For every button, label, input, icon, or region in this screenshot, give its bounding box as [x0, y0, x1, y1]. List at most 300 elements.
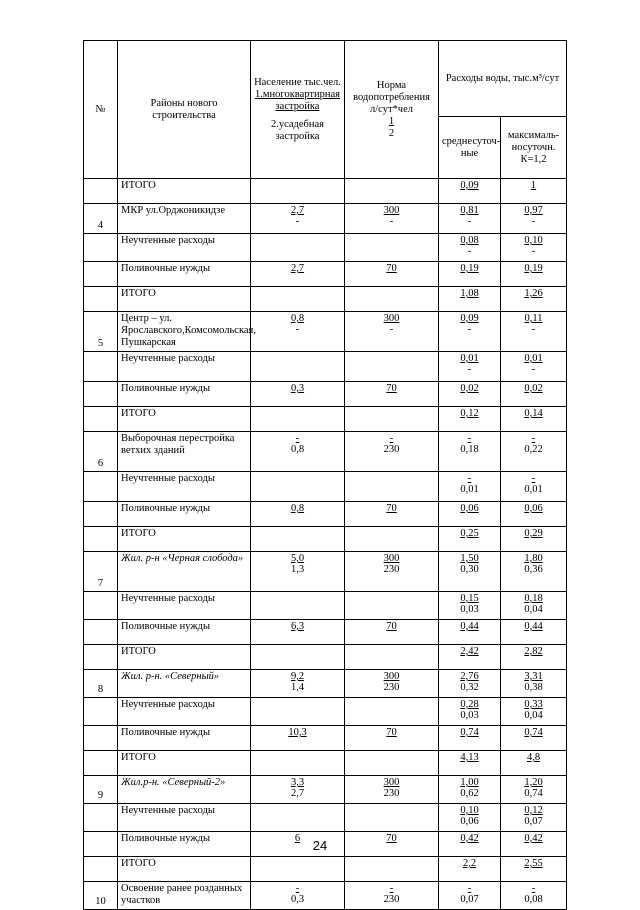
avg-value-top: 0,06: [460, 503, 479, 514]
norm-value-top: 70: [386, 503, 397, 514]
cell-avg: [439, 262, 501, 287]
cell-max: [501, 382, 567, 407]
cell-pop: [251, 432, 345, 472]
table-row: [84, 407, 567, 432]
row-name: ИТОГО: [118, 527, 251, 552]
row-number: [84, 287, 118, 312]
max-value-top: 0,01: [524, 353, 543, 364]
max-value-bottom: 0,07: [524, 816, 543, 827]
table-row: [84, 382, 567, 407]
avg-value-top: 1,08: [460, 288, 479, 299]
cell-max: [501, 262, 567, 287]
row-name: Освоение ранее розданных участков: [118, 882, 251, 910]
cell-max: [501, 312, 567, 352]
pop-value-top: 0,3: [290, 383, 305, 394]
pop-value-top: 10,3: [288, 727, 307, 738]
avg-value-bottom: 0,30: [460, 564, 479, 575]
avg-value-top: -: [467, 433, 472, 444]
row-number: [84, 472, 118, 502]
row-number: 4: [84, 204, 118, 234]
avg-value-top: 0,08: [460, 235, 479, 246]
cell-max: [501, 287, 567, 312]
cell-norm: [345, 382, 439, 407]
max-value-top: 0,06: [524, 503, 543, 514]
cell-avg: [439, 312, 501, 352]
cell-norm: [345, 698, 439, 726]
norm-value-bottom: 230: [383, 564, 400, 575]
avg-value-top: 0,44: [460, 621, 479, 632]
row-number: [84, 726, 118, 751]
cell-max: [501, 432, 567, 472]
cell-max: [501, 527, 567, 552]
max-value-top: 0,74: [524, 727, 543, 738]
row-name: МКР ул.Орджоникидзе: [118, 204, 251, 234]
row-number: [84, 527, 118, 552]
row-name: Поливочные нужды: [118, 832, 251, 857]
cell-avg: [439, 645, 501, 670]
table-row: [84, 726, 567, 751]
avg-value-top: 0,42: [460, 833, 479, 844]
cell-norm: [345, 527, 439, 552]
cell-avg: [439, 698, 501, 726]
max-value-top: -: [531, 433, 536, 444]
pop-value-top: 5,0: [290, 553, 305, 564]
max-value-top: 0,42: [524, 833, 543, 844]
pop-value-top: 9,2: [290, 671, 305, 682]
max-value-top: 1,26: [524, 288, 543, 299]
max-value-top: 0,02: [524, 383, 543, 394]
row-name: ИТОГО: [118, 287, 251, 312]
norm-value-top: 70: [386, 383, 397, 394]
row-name: ИТОГО: [118, 751, 251, 776]
row-name: Неучтенные расходы: [118, 698, 251, 726]
cell-max: [501, 645, 567, 670]
row-number: [84, 179, 118, 204]
cell-avg: [439, 179, 501, 204]
cell-pop: [251, 726, 345, 751]
cell-pop: [251, 262, 345, 287]
table-row: [84, 352, 567, 382]
row-number: 8: [84, 670, 118, 698]
pop-value-top: 0,8: [290, 503, 305, 514]
row-number: [84, 698, 118, 726]
cell-pop: [251, 234, 345, 262]
avg-value-top: -: [467, 883, 472, 894]
cell-norm: [345, 726, 439, 751]
pop-value-bottom: 1,4: [290, 682, 305, 693]
cell-max: [501, 882, 567, 910]
table-row: [84, 179, 567, 204]
norm-value-bottom: 230: [383, 682, 400, 693]
norm-value-bottom: -: [389, 324, 394, 335]
table-row: [84, 472, 567, 502]
cell-norm: [345, 882, 439, 910]
cell-pop: [251, 407, 345, 432]
max-value-top: 1,20: [524, 777, 543, 788]
pop-value-top: 6,3: [290, 621, 305, 632]
row-name: Центр – ул. Ярославского,Комсомольская, Пушкарская: [118, 312, 251, 352]
avg-value-top: 0,25: [460, 528, 479, 539]
max-value-top: 0,97: [524, 205, 543, 216]
cell-pop: [251, 527, 345, 552]
max-value-bottom: 0,01: [524, 484, 543, 495]
cell-norm: [345, 502, 439, 527]
cell-avg: [439, 776, 501, 804]
row-name: ИТОГО: [118, 179, 251, 204]
avg-value-top: 2,42: [460, 646, 479, 657]
cell-pop: [251, 592, 345, 620]
cell-norm: [345, 552, 439, 592]
cell-norm: [345, 352, 439, 382]
row-name: Неучтенные расходы: [118, 352, 251, 382]
max-value-top: 0,33: [524, 699, 543, 710]
avg-value-bottom: 0,18: [460, 444, 479, 455]
avg-value-top: 2,76: [460, 671, 479, 682]
header-norm-title: Норма водопотребления л/сут*чел: [353, 79, 430, 115]
cell-pop: [251, 312, 345, 352]
cell-avg: [439, 751, 501, 776]
header-pop-line2: 1.многоквартирная застройка: [255, 88, 340, 112]
max-value-top: 0,14: [524, 408, 543, 419]
cell-pop: [251, 552, 345, 592]
max-value-bottom: 0,38: [524, 682, 543, 693]
header-districts: Районы нового строительства: [118, 41, 251, 179]
norm-value-top: -: [389, 883, 394, 894]
avg-value-bottom: -: [467, 324, 472, 335]
cell-avg: [439, 620, 501, 645]
avg-value-bottom: 0,62: [460, 788, 479, 799]
norm-value-top: 300: [383, 313, 400, 324]
cell-avg: [439, 407, 501, 432]
max-value-top: 2,82: [524, 646, 543, 657]
cell-max: [501, 179, 567, 204]
cell-max: [501, 620, 567, 645]
table-row: [84, 432, 567, 472]
avg-value-bottom: 0,32: [460, 682, 479, 693]
header-num: №: [84, 41, 118, 179]
row-number: [84, 407, 118, 432]
cell-norm: [345, 804, 439, 832]
row-name: Жил. р-н «Черная слобода»: [118, 552, 251, 592]
pop-value-top: 3,3: [290, 777, 305, 788]
max-value-top: 0,29: [524, 528, 543, 539]
avg-value-top: 0,15: [460, 593, 479, 604]
cell-pop: [251, 179, 345, 204]
cell-max: [501, 804, 567, 832]
cell-max: [501, 204, 567, 234]
pop-value-top: 6: [294, 833, 301, 844]
pop-value-top: 0,8: [290, 313, 305, 324]
avg-value-top: 0,28: [460, 699, 479, 710]
header-pop-line3: 2.усадебная застройка: [270, 118, 325, 142]
cell-avg: [439, 552, 501, 592]
max-value-bottom: -: [531, 216, 536, 227]
cell-max: [501, 670, 567, 698]
header-max: максималь-носуточн. К=1,2: [501, 117, 567, 179]
cell-max: [501, 472, 567, 502]
cell-norm: [345, 407, 439, 432]
row-name: Жил.р-н. «Северный-2»: [118, 776, 251, 804]
row-name: ИТОГО: [118, 407, 251, 432]
norm-value-top: 70: [386, 621, 397, 632]
pop-value-top: 2,7: [290, 263, 305, 274]
avg-value-bottom: 0,07: [460, 894, 479, 905]
cell-norm: [345, 620, 439, 645]
cell-norm: [345, 287, 439, 312]
row-number: [84, 645, 118, 670]
max-value-top: 0,18: [524, 593, 543, 604]
max-value-bottom: -: [531, 324, 536, 335]
table-body: [84, 179, 567, 910]
avg-value-top: 0,74: [460, 727, 479, 738]
cell-norm: [345, 234, 439, 262]
row-name: Поливочные нужды: [118, 620, 251, 645]
row-number: [84, 234, 118, 262]
cell-norm: [345, 645, 439, 670]
max-value-top: 4,8: [526, 752, 541, 763]
pop-value-bottom: -: [295, 216, 300, 227]
row-name: Выборочная перестройка ветхих зданий: [118, 432, 251, 472]
cell-max: [501, 234, 567, 262]
row-number: 6: [84, 432, 118, 472]
cell-norm: [345, 262, 439, 287]
cell-avg: [439, 472, 501, 502]
cell-avg: [439, 502, 501, 527]
row-name: Поливочные нужды: [118, 726, 251, 751]
cell-max: [501, 776, 567, 804]
table-row: [84, 234, 567, 262]
avg-value-top: 1,50: [460, 553, 479, 564]
pop-value-top: -: [295, 883, 300, 894]
avg-value-top: 0,12: [460, 408, 479, 419]
max-value-top: 0,19: [524, 263, 543, 274]
table-row: [84, 776, 567, 804]
max-value-bottom: 0,04: [524, 604, 543, 615]
max-value-top: 1: [530, 180, 537, 191]
cell-avg: [439, 857, 501, 882]
pop-value-bottom: 1,3: [290, 564, 305, 575]
cell-pop: [251, 502, 345, 527]
cell-norm: [345, 857, 439, 882]
row-name: Неучтенные расходы: [118, 592, 251, 620]
cell-avg: [439, 287, 501, 312]
norm-value-bottom: 230: [383, 788, 400, 799]
max-value-bottom: 0,08: [524, 894, 543, 905]
cell-avg: [439, 670, 501, 698]
max-value-bottom: -: [531, 364, 536, 375]
avg-value-top: 2,2: [462, 858, 477, 869]
row-number: [84, 620, 118, 645]
avg-value-top: 1,00: [460, 777, 479, 788]
row-number: [84, 352, 118, 382]
cell-pop: [251, 804, 345, 832]
cell-pop: [251, 204, 345, 234]
row-number: [84, 502, 118, 527]
cell-avg: [439, 527, 501, 552]
cell-pop: [251, 287, 345, 312]
cell-max: [501, 592, 567, 620]
max-value-top: -: [531, 473, 536, 484]
pop-value-bottom: -: [295, 324, 300, 335]
row-name: Поливочные нужды: [118, 382, 251, 407]
cell-pop: [251, 472, 345, 502]
avg-value-bottom: -: [467, 246, 472, 257]
table-row: [84, 204, 567, 234]
avg-value-top: 0,19: [460, 263, 479, 274]
row-number: 5: [84, 312, 118, 352]
norm-value-top: 300: [383, 553, 400, 564]
table-row: [84, 857, 567, 882]
cell-norm: [345, 432, 439, 472]
row-name: Жил. р-н. «Северный»: [118, 670, 251, 698]
avg-value-bottom: 0,03: [460, 604, 479, 615]
norm-value-top: 70: [386, 727, 397, 738]
header-population: [251, 41, 345, 179]
avg-value-top: 0,10: [460, 805, 479, 816]
pop-value-top: 2,7: [290, 205, 305, 216]
cell-max: [501, 751, 567, 776]
norm-value-top: 70: [386, 833, 397, 844]
norm-value-top: 300: [383, 205, 400, 216]
row-number: 10: [84, 882, 118, 910]
cell-max: [501, 726, 567, 751]
cell-max: [501, 407, 567, 432]
cell-avg: [439, 592, 501, 620]
max-value-top: 0,11: [524, 313, 543, 324]
max-value-top: 1,80: [524, 553, 543, 564]
pop-value-bottom: 2,7: [290, 788, 305, 799]
row-number: [84, 857, 118, 882]
table-row: [84, 312, 567, 352]
cell-max: [501, 502, 567, 527]
cell-avg: [439, 382, 501, 407]
max-value-bottom: -: [531, 246, 536, 257]
table-row: [84, 527, 567, 552]
header-norm: [345, 41, 439, 179]
cell-pop: [251, 645, 345, 670]
row-name: Поливочные нужды: [118, 262, 251, 287]
max-value-top: 2,55: [524, 858, 543, 869]
cell-pop: [251, 882, 345, 910]
cell-avg: [439, 804, 501, 832]
norm-value-bottom: 230: [383, 894, 400, 905]
pop-value-bottom: 0,3: [290, 894, 305, 905]
max-value-top: 0,10: [524, 235, 543, 246]
norm-value-bottom: -: [389, 216, 394, 227]
cell-pop: [251, 776, 345, 804]
cell-norm: [345, 592, 439, 620]
avg-value-top: 0,81: [460, 205, 479, 216]
max-value-top: -: [531, 883, 536, 894]
table-row: [84, 804, 567, 832]
water-consumption-table: [83, 40, 567, 910]
row-name: Неучтенные расходы: [118, 804, 251, 832]
avg-value-top: 0,02: [460, 383, 479, 394]
row-name: Неучтенные расходы: [118, 234, 251, 262]
cell-norm: [345, 670, 439, 698]
row-number: [84, 262, 118, 287]
table-row: [84, 882, 567, 910]
cell-avg: [439, 726, 501, 751]
cell-pop: [251, 670, 345, 698]
cell-norm: [345, 751, 439, 776]
cell-pop: [251, 698, 345, 726]
avg-value-bottom: 0,06: [460, 816, 479, 827]
avg-value-bottom: -: [467, 216, 472, 227]
row-name: Поливочные нужды: [118, 502, 251, 527]
avg-value-bottom: 0,01: [460, 484, 479, 495]
cell-avg: [439, 204, 501, 234]
row-name: ИТОГО: [118, 857, 251, 882]
cell-pop: [251, 620, 345, 645]
row-name: ИТОГО: [118, 645, 251, 670]
max-value-bottom: 0,36: [524, 564, 543, 575]
header-flow: Расходы воды, тыс.м³/сут: [439, 41, 567, 117]
cell-avg: [439, 234, 501, 262]
row-name: Неучтенные расходы: [118, 472, 251, 502]
table-row: [84, 592, 567, 620]
pop-value-top: -: [295, 433, 300, 444]
avg-value-top: 0,09: [460, 313, 479, 324]
cell-avg: [439, 432, 501, 472]
table-row: [84, 670, 567, 698]
max-value-bottom: 0,74: [524, 788, 543, 799]
cell-norm: [345, 179, 439, 204]
max-value-top: 0,12: [524, 805, 543, 816]
norm-value-top: 300: [383, 777, 400, 788]
max-value-top: 3,31: [524, 671, 543, 682]
table-row: [84, 287, 567, 312]
row-number: 9: [84, 776, 118, 804]
row-number: [84, 382, 118, 407]
avg-value-bottom: -: [467, 364, 472, 375]
cell-pop: [251, 857, 345, 882]
norm-value-bottom: 230: [383, 444, 400, 455]
table-row: [84, 645, 567, 670]
table-row: [84, 552, 567, 592]
cell-pop: [251, 751, 345, 776]
table-row: [84, 751, 567, 776]
cell-norm: [345, 204, 439, 234]
row-number: [84, 751, 118, 776]
row-number: [84, 592, 118, 620]
norm-value-top: -: [389, 433, 394, 444]
table-row: [84, 698, 567, 726]
page-number: 24: [312, 838, 328, 853]
header-norm-den: 2: [388, 127, 395, 139]
header-norm-num: 1: [388, 115, 395, 127]
avg-value-bottom: 0,03: [460, 710, 479, 721]
table-row: [84, 620, 567, 645]
row-number: 7: [84, 552, 118, 592]
cell-norm: [345, 472, 439, 502]
cell-pop: [251, 382, 345, 407]
avg-value-top: 4,13: [460, 752, 479, 763]
max-value-bottom: 0,22: [524, 444, 543, 455]
avg-value-top: -: [467, 473, 472, 484]
header-pop-title: Население тыс.чел.: [254, 76, 341, 88]
avg-value-top: 0,09: [460, 180, 479, 191]
cell-max: [501, 352, 567, 382]
avg-value-top: 0,01: [460, 353, 479, 364]
max-value-top: 0,44: [524, 621, 543, 632]
table-row: [84, 502, 567, 527]
cell-norm: [345, 312, 439, 352]
cell-max: [501, 698, 567, 726]
cell-avg: [439, 352, 501, 382]
pop-value-bottom: 0,8: [290, 444, 305, 455]
header-avg: среднесуточ-ные: [439, 117, 501, 179]
